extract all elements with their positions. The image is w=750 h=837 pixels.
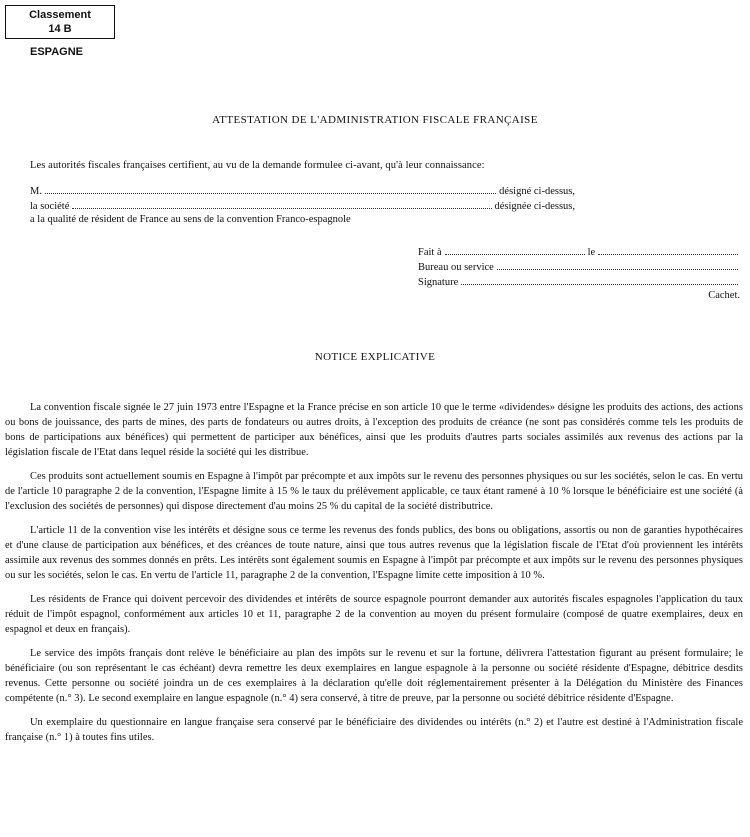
company-name-label: la société (30, 201, 70, 212)
company-name-suffix: désignée ci-dessus, (494, 201, 575, 212)
cachet-label: Cachet. (708, 290, 740, 301)
date-label: le (587, 247, 596, 258)
fait-label: Fait à (418, 247, 442, 258)
bureau-field[interactable] (497, 260, 738, 270)
beneficiary-name-suffix: désigné ci-dessus, (499, 186, 575, 197)
country-label: ESPAGNE (30, 46, 83, 58)
fait-place-field[interactable] (445, 245, 585, 255)
notice-body (5, 400, 743, 754)
notice-paragraph: Le service des impôts français dont relève le bénéficiaire au plan des impôts sur le revenu et sur la fortune, délivrera l'attestation figurant au présent formulaire; le bénéficiaire (ou son représentant le cas échéant) devra remettre les deux exemplaires en langue espagnole à la personne ou société résidente d'Espagne, débitrice desdits revenus. Cette personne ou société joindra un de ces exemplaires à la déclaration qu'elle doit réglementairement présenter à la Délégation du Ministère des Finances compétente (n.° 3). Le second exemplaire en langue espagnole (n.° 4) sera conservé, à titre de preuve, par la personne ou société débitrice résidente d'Espagne. (5, 648, 743, 704)
fait-row (418, 245, 741, 258)
notice-paragraph: Un exemplaire du questionnaire en langue française sera conservé par le bénéficiaire des dividendes ou intérêts (n.° 2) et l'autre est destiné à l'Administration fiscale française (n.° 1) à toutes fins utiles. (5, 717, 743, 743)
beneficiary-name-field[interactable] (45, 184, 496, 194)
notice-paragraph: Les résidents de France qui doivent percevoir des dividendes et intérêts de source espagnole pourront demander aux autorités fiscales espagnoles l'application du taux réduit de l'impôt espagnol, conformément aux articles 10 et 11, paragraphe 2 de la convention au moyen du présent formulaire (composé de quatre exemplaires, deux en espagnol et deux en français). (5, 594, 743, 635)
classification-label: Classement (29, 9, 91, 21)
signature-field[interactable] (461, 275, 738, 285)
bureau-row (418, 260, 741, 273)
beneficiary-name-row (30, 184, 575, 197)
attestation-title: ATTESTATION DE L'ADMINISTRATION FISCALE FRANÇAISE (212, 114, 538, 126)
classification-box (5, 5, 115, 39)
residence-statement: a la qualité de résident de France au sens de la convention Franco-espagnole (30, 214, 351, 225)
signature-row (418, 275, 741, 288)
notice-paragraph: L'article 11 de la convention vise les intérêts et désigne sous ce terme les revenus des fonds publics, des bons ou obligations, assortis ou non de garanties hypothécaires et d'une clause de participation aux bénéfices, et des créances de toute nature, ainsi que tous autres revenus que la législation fiscale de l'Etat d'où proviennent les intérêts assimile aux revenus des sommes donnés en prêts. Les intérêts sont également soumis en Espagne à l'impôt par précompte et aux impôts sur le revenu des personnes physiques ou sur les sociétés, selon le cas. En vertu de l'article 11, paragraphe 2 de la convention, l'Espagne limite cette imposition à 10 %. (5, 525, 743, 581)
notice-paragraph: La convention fiscale signée le 27 juin 1973 entre l'Espagne et la France précise en son article 10 que le terme «dividendes» désigne les produits des actions, des actions ou bons de jouissance, des parts de mines, des parts de fondateurs ou autres droits, à l'exception des produits de créance (ne sont pas considérés comme tels les produits de bons de participations aux bénéfices) qui permettent de participer aux bénéfices, ainsi que les produits d'autres parts sociales assimilés aux revenus des actions par la législation fiscale de l'Etat dans lequel réside la société qui les distribue. (5, 402, 743, 458)
beneficiary-name-label: M. (30, 186, 42, 197)
company-name-row (30, 199, 575, 212)
attestation-intro: Les autorités fiscales françaises certifient, au vu de la demande formulee ci-avant, qu'à leur connaissance: (30, 160, 485, 171)
company-name-field[interactable] (72, 199, 491, 209)
signature-label: Signature (418, 277, 459, 288)
bureau-label: Bureau ou service (418, 262, 494, 273)
classification-code: 14 B (48, 23, 72, 35)
notice-paragraph: Ces produits sont actuellement soumis en Espagne à l'impôt par précompte et aux impôts sur le revenu des personnes physiques ou sur les sociétés, selon le cas. En vertu de l'article 10 paragraphe 2 de la convention, l'Espagne limite à 15 % le taux du prélèvement applicable, ce taux étant ramené à 10 % lorsque le bénéficiaire est une société (à l'exclusion des sociétés de personnes) qui dispose directement d'au moins 25 % du capital de la société distributrice. (5, 471, 743, 512)
date-field[interactable] (598, 245, 738, 255)
notice-title: NOTICE EXPLICATIVE (314, 351, 436, 363)
